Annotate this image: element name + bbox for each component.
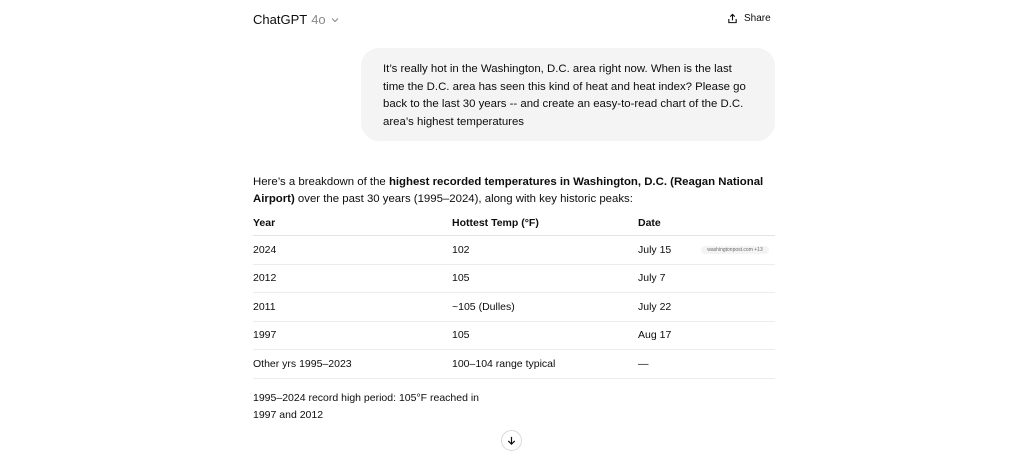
cell-temp: 105 [452, 272, 470, 285]
temperature-table [253, 217, 775, 379]
cell-date: — [638, 357, 649, 370]
cell-temp: 102 [452, 243, 470, 256]
cell-temp: ~105 (Dulles) [452, 300, 515, 313]
assistant-intro [253, 174, 773, 208]
cell-year: 2011 [253, 300, 276, 313]
model-version: 4o [311, 12, 326, 27]
intro-prefix: Here’s a breakdown of the [253, 176, 389, 188]
summary-note: 1995–2024 record high period: 105°F reached in 1997 and 2012 [253, 392, 480, 421]
cell-date: July 7 [638, 272, 666, 285]
table-header-row [253, 217, 775, 236]
arrow-down-icon [506, 435, 517, 446]
date-text: July 15 [638, 243, 672, 256]
cell-date: Aug 17 [638, 329, 672, 342]
header-year: Year [253, 217, 276, 229]
intro-bold: highest recorded temperatures in Washington, D.C. (Reagan National Airport) [253, 176, 764, 205]
share-icon [727, 13, 738, 24]
table-row [253, 265, 775, 294]
cell-year: 2024 [253, 243, 277, 256]
table-row [253, 236, 775, 265]
scroll-to-bottom-button[interactable] [501, 430, 522, 451]
model-selector[interactable] [253, 12, 340, 27]
model-name: ChatGPT [253, 12, 308, 27]
chevron-down-icon [330, 15, 340, 25]
cell-date: July 22 [638, 300, 672, 313]
cell-year: 2012 [253, 272, 277, 285]
cell-year: 1997 [253, 329, 277, 342]
cell-temp: 100–104 range typical [452, 357, 556, 370]
citation-badge[interactable]: washingtonpost.com +13 [701, 246, 768, 254]
cell-date [638, 244, 775, 256]
header-temp: Hottest Temp (°F) [452, 217, 539, 229]
header-date: Date [638, 217, 661, 229]
table-row [253, 293, 775, 322]
share-button[interactable] [727, 13, 771, 24]
table-row [253, 322, 775, 351]
intro-suffix: over the past 30 years (1995–2024), along with key historic peaks: [294, 193, 633, 205]
cell-year: Other yrs 1995–2023 [253, 357, 352, 370]
user-message-bubble [361, 48, 775, 141]
chat-header [0, 0, 1024, 40]
table-row [253, 350, 775, 379]
share-label: Share [744, 13, 771, 24]
cell-temp: 105 [452, 329, 470, 342]
user-message-text: It’s really hot in the Washington, D.C. area right now. When is the last time the D.C. area has seen this kind of heat and heat index? Please go back to the last 30 years -- and create an easy-to-read chart of the D.C. area’s highest temperatures [383, 63, 746, 128]
